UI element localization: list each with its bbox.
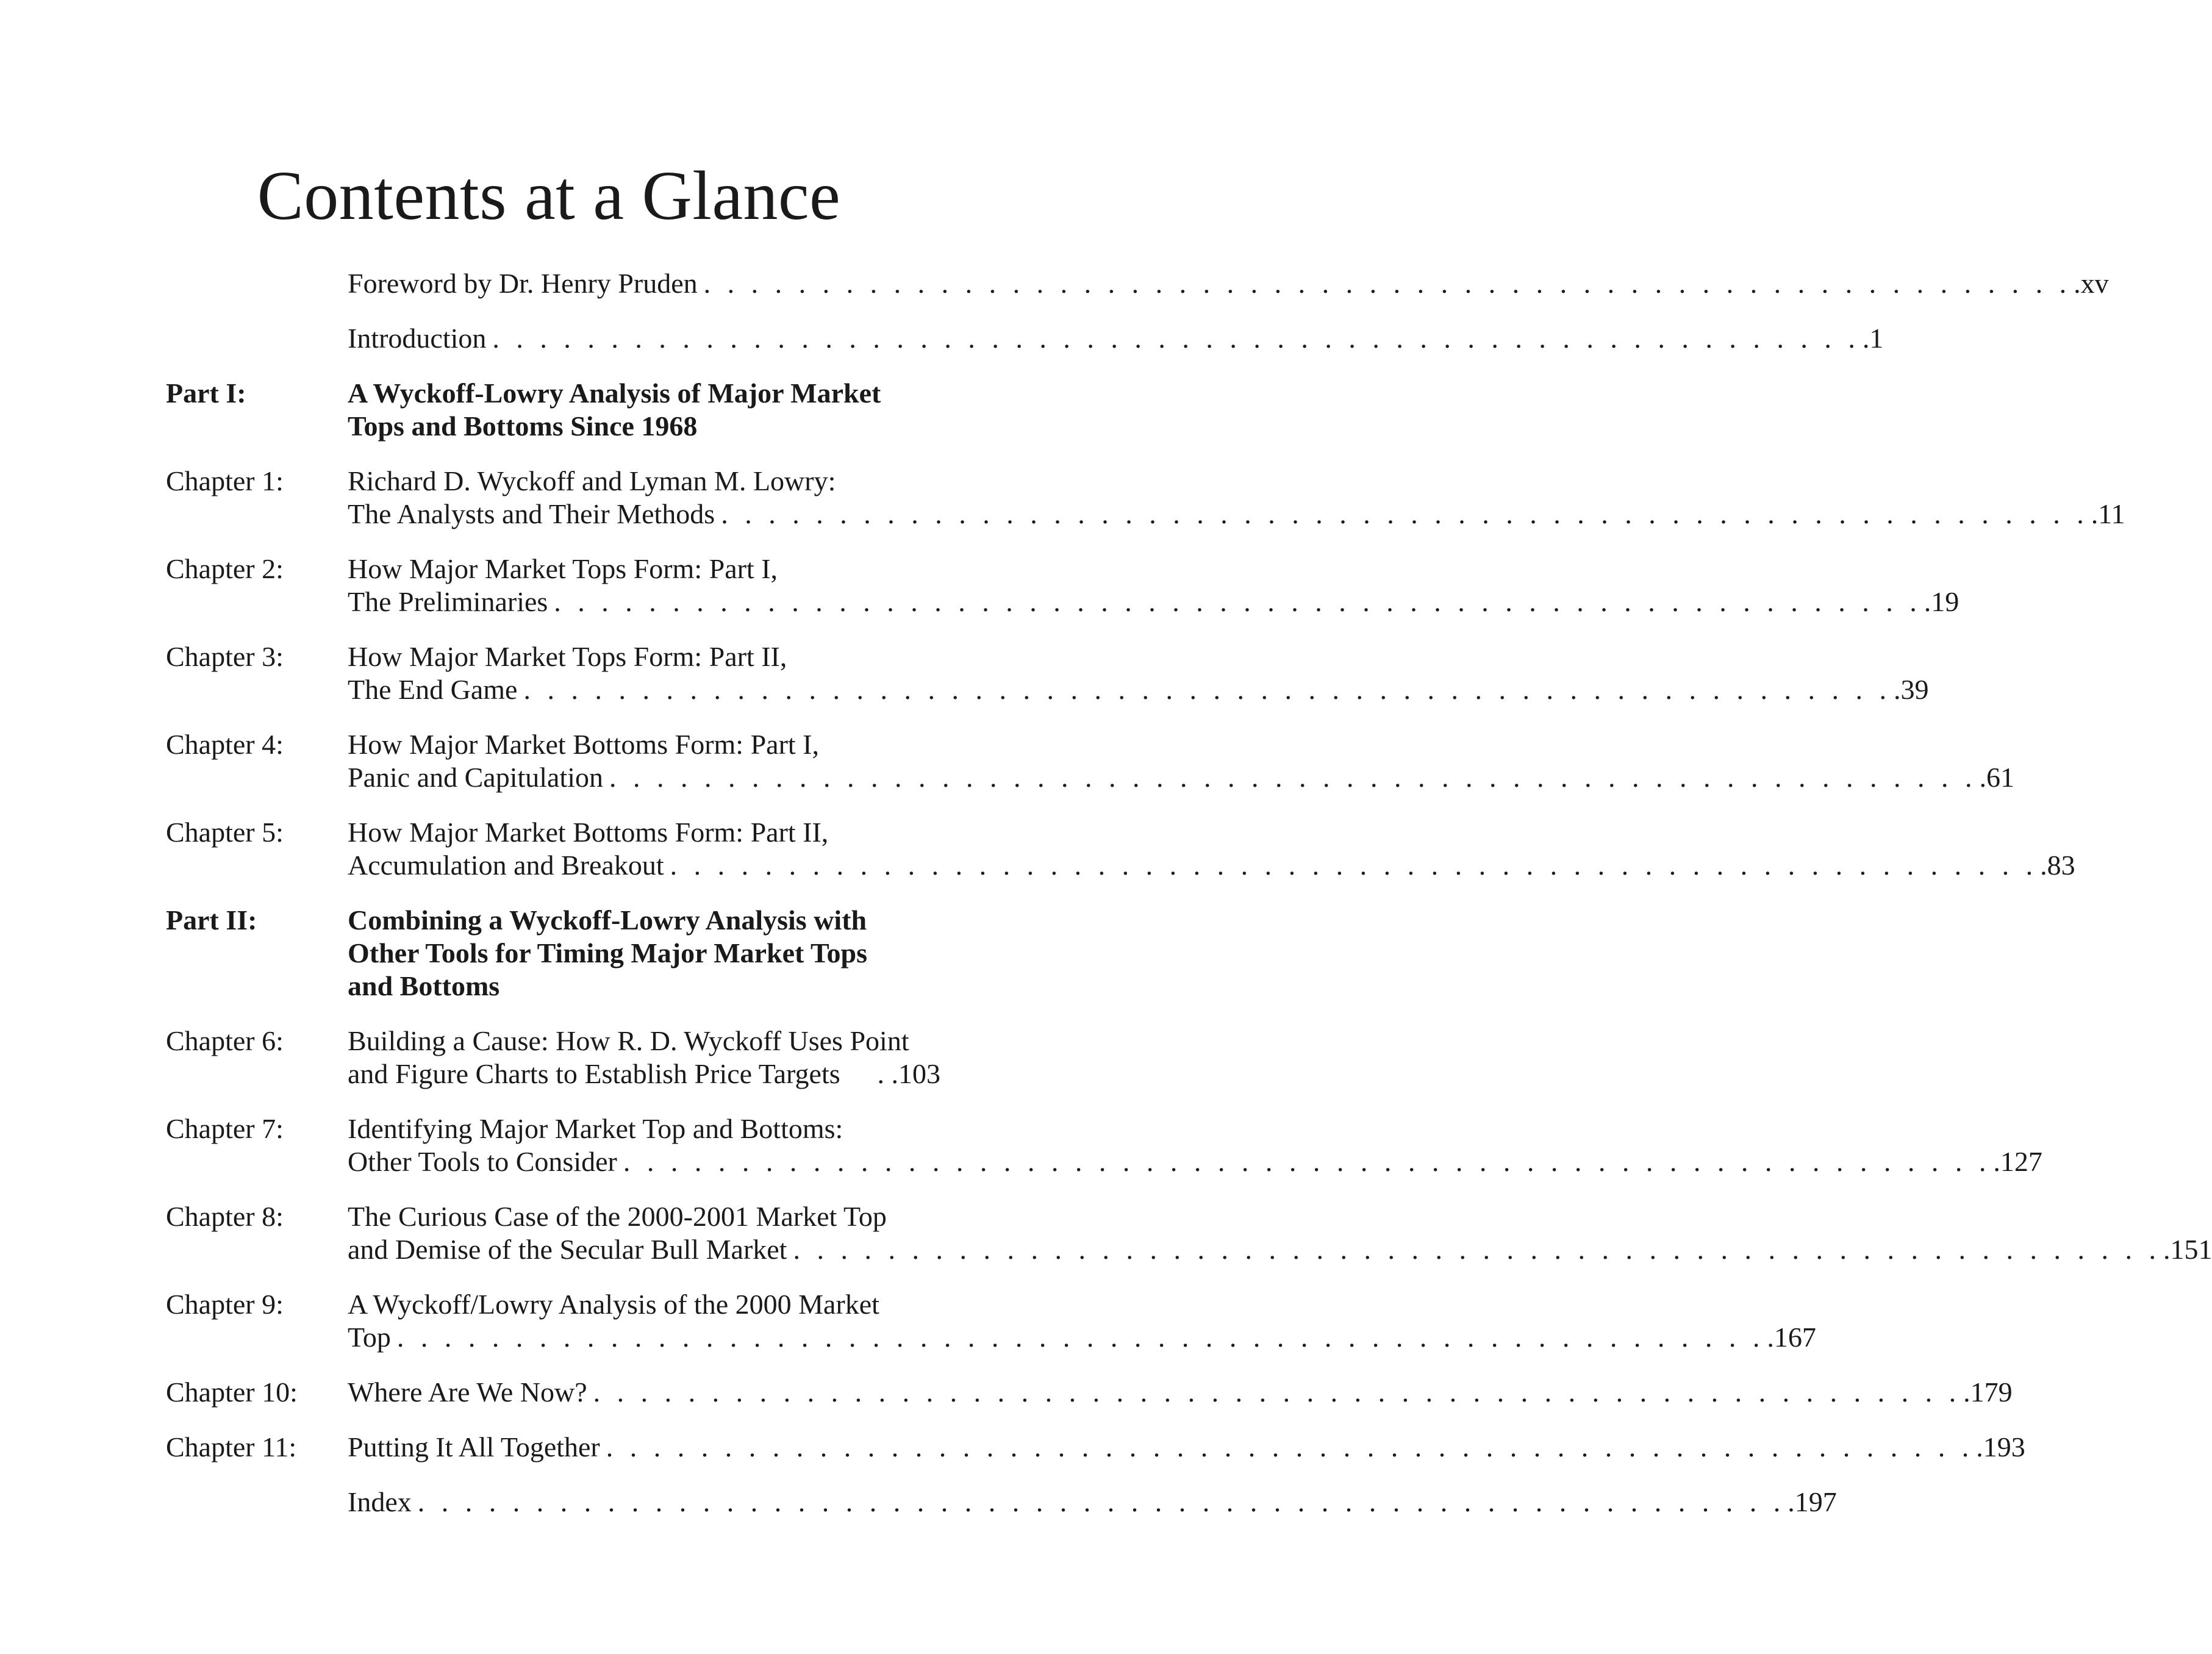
toc-entry-chapter-10[interactable]	[166, 1376, 2013, 1409]
dot-leader: . . . . . . . . . . . . . . . . . . . . . . . . . . . . . . . . . . . . . . . . . . . . . . . . . . . . . . . . . .	[417, 1486, 1786, 1517]
part-title-line: Tops and Bottoms Since 1968	[348, 410, 698, 442]
toc-entry-introduction[interactable]	[166, 322, 1884, 355]
toc-entry-chapter-2[interactable]	[166, 553, 1960, 618]
chapter-label: Chapter 2:	[166, 553, 284, 584]
chapter-title-line: The Curious Case of the 2000-2001 Market Top	[348, 1201, 887, 1232]
entry-title: Foreword by Dr. Henry Pruden	[348, 268, 698, 299]
page-number: .179	[1963, 1377, 2013, 1408]
page-number: .xv	[2074, 268, 2109, 299]
chapter-label: Chapter 11:	[166, 1431, 297, 1462]
page-number: .193	[1976, 1431, 2025, 1462]
page-number: .39	[1893, 674, 1929, 705]
page-number: .61	[1979, 762, 2015, 793]
chapter-label: Chapter 7:	[166, 1113, 284, 1144]
chapter-label: Chapter 10:	[166, 1377, 298, 1408]
chapter-title-line: Where Are We Now?	[348, 1377, 587, 1408]
part-title-line: and Bottoms	[348, 970, 500, 1001]
toc-entry-chapter-1[interactable]	[166, 465, 2125, 531]
part-title-line: A Wyckoff-Lowry Analysis of Major Market	[348, 378, 881, 409]
page-title: Contents at a Glance	[257, 157, 841, 234]
chapter-title-line: The Analysts and Their Methods	[348, 498, 715, 529]
chapter-title-line: Other Tools to Consider	[348, 1146, 617, 1177]
page-number: .127	[1993, 1146, 2042, 1177]
chapter-title-line: Identifying Major Market Top and Bottoms:	[348, 1113, 843, 1144]
dot-leader: . . . . . . . . . . . . . . . . . . . . . . . . . . . . . . . . . . . . . . . . . . . . . . . . . . . . . . . . . .	[703, 268, 2072, 299]
dot-leader: . . . . . . . . . . . . . . . . . . . . . . . . . . . . . . . . . . . . . . . . . . . . . . . . . . . . . . . . . .	[593, 1377, 1961, 1408]
page-number: .83	[2040, 850, 2075, 881]
chapter-title-line: The Preliminaries	[348, 586, 548, 617]
toc-entry-chapter-9[interactable]	[166, 1288, 1816, 1354]
chapter-title-line: and Figure Charts to Establish Price Targets	[348, 1058, 840, 1089]
chapter-title-line: Putting It All Together	[348, 1431, 600, 1462]
part-label: Part I:	[166, 378, 246, 409]
dot-leader: . . . . . . . . . . . . . . . . . . . . . . . . . . . . . . . . . . . . . . . . . . . . . . . . . . . . . . . . . .	[396, 1322, 1765, 1353]
page-number: .151	[2163, 1234, 2212, 1265]
toc-part-2	[166, 904, 940, 1003]
chapter-title-line: How Major Market Tops Form: Part II,	[348, 641, 787, 672]
toc-entry-chapter-3[interactable]	[166, 640, 1929, 706]
toc-entry-foreword[interactable]	[166, 267, 2109, 300]
page-number: .1	[1862, 323, 1884, 354]
chapter-title-line: Building a Cause: How R. D. Wyckoff Uses Point	[348, 1025, 909, 1056]
dot-leader: . . . . . . . . . . . . . . . . . . . . . . . . . . . . . . . . . . . . . . . . . . . . . . . . . . . . . . . . . .	[609, 762, 1977, 793]
part-title-line: Other Tools for Timing Major Market Tops	[348, 937, 867, 968]
chapter-title-line: and Demise of the Secular Bull Market	[348, 1234, 787, 1265]
dot-leader: . . . . . . . . . . . . . . . . . . . . . . . . . . . . . . . . . . . . . . . . . . . . . . . . . . . . . . . . . .	[606, 1431, 1974, 1462]
toc-entry-chapter-8[interactable]	[166, 1200, 2212, 1266]
chapter-title-line: The End Game	[348, 674, 518, 705]
toc-entry-chapter-7[interactable]	[166, 1112, 2042, 1178]
toc-entry-chapter-4[interactable]	[166, 728, 2015, 794]
toc-entry-index[interactable]	[166, 1486, 1837, 1519]
entry-title: Introduction	[348, 323, 487, 354]
dot-leader: . . . . . . . . . . . . . . . . . . . . . . . . . . . . . . . . . . . . . . . . . . . . . . . . . . . . . . . . . .	[670, 850, 2038, 881]
dot-leader: . . . . . . . . . . . . . . . . . . . . . . . . . . . . . . . . . . . . . . . . . . . . . . . . . . . . . . . . . .	[721, 498, 2089, 529]
entry-title: Index	[348, 1486, 412, 1517]
chapter-title-line: How Major Market Tops Form: Part I,	[348, 553, 778, 584]
page-number: .19	[1924, 586, 1960, 617]
dot-leader: . . . . . . . . . . . . . . . . . . . . . . . . . . . . . . . . . . . . . . . . . . . . . . . . . . . . . . . . . .	[523, 674, 1891, 705]
chapter-label: Chapter 6:	[166, 1025, 284, 1056]
page-number: .11	[2091, 498, 2125, 529]
toc-entry-chapter-11[interactable]	[166, 1431, 2025, 1464]
toc-entry-chapter-6[interactable]	[166, 1025, 940, 1090]
table-of-contents	[166, 267, 2212, 1519]
chapter-label: Chapter 4:	[166, 729, 284, 760]
dot-leader: . . . . . . . . . . . . . . . . . . . . . . . . . . . . . . . . . . . . . . . . . . . . . . . . . . . . . . . . . .	[623, 1146, 1991, 1177]
chapter-title-line: How Major Market Bottoms Form: Part II,	[348, 817, 829, 848]
chapter-title-line: Accumulation and Breakout	[348, 850, 664, 881]
chapter-label: Chapter 9:	[166, 1289, 284, 1320]
chapter-label: Chapter 1:	[166, 465, 284, 496]
page-number: .197	[1788, 1486, 1837, 1517]
dot-leader: . . . . . . . . . . . . . . . . . . . . . . . . . . . . . . . . . . . . . . . . . . . . . . . . . . . . . . . . . .	[492, 323, 1860, 354]
chapter-title-line: How Major Market Bottoms Form: Part I,	[348, 729, 819, 760]
chapter-title-line: Panic and Capitulation	[348, 762, 604, 793]
chapter-label: Chapter 8:	[166, 1201, 284, 1232]
toc-part-1	[166, 377, 940, 443]
part-label: Part II:	[166, 904, 257, 936]
chapter-title-line: Richard D. Wyckoff and Lyman M. Lowry:	[348, 465, 836, 496]
page-number: . .103	[877, 1058, 940, 1089]
toc-entry-chapter-5[interactable]	[166, 816, 2075, 882]
chapter-label: Chapter 3:	[166, 641, 284, 672]
dot-leader: . . . . . . . . . . . . . . . . . . . . . . . . . . . . . . . . . . . . . . . . . . . . . . . . . . . . . . . . . .	[793, 1234, 2161, 1265]
part-title-line: Combining a Wyckoff-Lowry Analysis with	[348, 904, 867, 936]
chapter-title-line: Top	[348, 1322, 391, 1353]
page-number: .167	[1767, 1322, 1816, 1353]
chapter-title-line: A Wyckoff/Lowry Analysis of the 2000 Market	[348, 1289, 879, 1320]
dot-leader: . . . . . . . . . . . . . . . . . . . . . . . . . . . . . . . . . . . . . . . . . . . . . . . . . . . . . . . . . .	[554, 586, 1922, 617]
chapter-label: Chapter 5:	[166, 817, 284, 848]
